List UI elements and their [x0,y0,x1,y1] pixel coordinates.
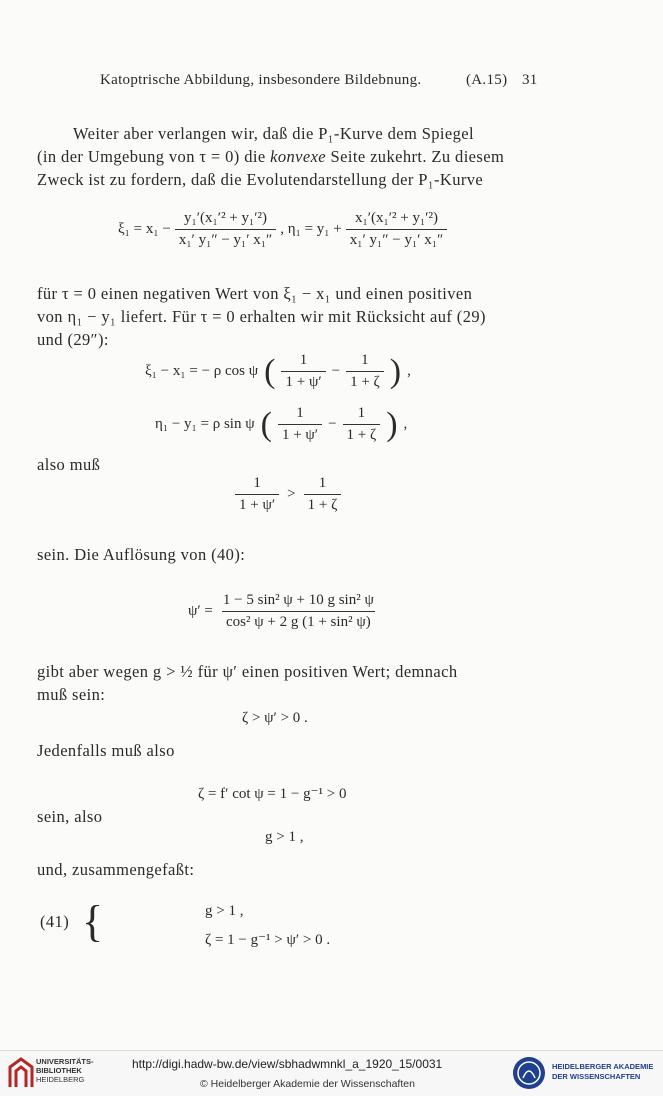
equation-number: (41) [40,912,70,931]
academy-name: HEIDELBERGER AKADEMIE DER WISSENSCHAFTEN [552,1062,654,1081]
equation-inequality: $\frac{1}{1 + \psi'}$ > $\frac{1}{1 + \zeta}$ [235,475,341,514]
equation-eta-diff: η₁ − y₁ = ρ sin ψ ( $\frac{1}{1 + \psi'}$ − $\frac{1}{1 + \zeta}$ ) , [155,405,408,443]
text-line: und (29″): [37,330,109,349]
text-line: und, zusammengefaßt: [37,860,195,879]
equation-psi-prime: ψ′ = $\frac{\text{1 − 5 sin² ψ + 10 g sin² ψ}}{\text{cos² ψ + 2 g (1 + sin² ψ)}}$ [188,592,374,630]
text-line: von η₁ − y₁ liefert. Für τ = 0 erhalten wir mit Rücksicht auf (29) [37,307,486,326]
equation-zeta-cot: ζ = f′ cot ψ = 1 − g⁻¹ > 0 [198,786,347,802]
text-line: für τ = 0 einen negativen Wert von ξ₁ − x₁ und einen positiven [37,284,473,303]
text-line: Jedenfalls muß also [37,741,175,760]
running-title: Katoptrische Abbildung, insbesondere Bildebnung. [100,72,422,88]
equation-41-line2: ζ = 1 − g⁻¹ > ψ′ > 0 . [205,932,331,948]
footer-bar [0,1050,663,1096]
text-line: gibt aber wegen g > ½ für ψ′ einen positiven Wert; demnach [37,662,458,681]
text-line: muß sein: [37,685,106,704]
text-line: sein, also [37,807,103,826]
text-line: Zweck ist zu fordern, daß die Evolutendarstellung der P₁-Kurve [37,170,484,189]
source-url-link[interactable]: http://digi.hadw-bw.de/view/sbhadwmnkl_a_1920_15/0031 [132,1057,443,1071]
text-line: Weiter aber verlangen wir, daß die P₁-Kurve dem Spiegel [73,124,475,143]
copyright-notice: © Heidelberger Akademie der Wissenschaften [200,1078,415,1090]
equation-evolute: ξ₁ = x₁ − $\frac{\text{y₁′(x₁′² + y₁′²)}}{\text{x₁′ y₁″ − y₁′ x₁″}}$ , η₁ = y₁ + $\frac{\text{x₁′(x₁′² + y₁′²)}}{\text{x₁′ y₁″ − y₁′ x₁″}}$ [118,210,447,249]
section-label: (A.15) [466,72,508,88]
equation-41-line1: g > 1 , [205,903,244,919]
brace: { [82,897,104,946]
text-line: also muß [37,455,101,474]
academy-logo-icon [512,1056,546,1095]
equation-zeta: ζ > ψ′ > 0 . [242,710,308,726]
equation-xi-diff: ξ₁ − x₁ = − ρ cos ψ ( $\frac{1}{1 + \psi'}$ − $\frac{1}{1 + \zeta}$ ) , [145,352,411,390]
text-line: sein. Die Auflösung von (40): [37,545,246,564]
library-logo-icon [8,1057,34,1094]
equation-g: g > 1 , [265,829,304,845]
text-line: (in der Umgebung von τ = 0) die konvexe Seite zukehrt. Zu diesem [37,147,505,166]
page-number: 31 [522,72,538,88]
library-name: UNIVERSITÄTS- BIBLIOTHEK HEIDELBERG [36,1057,94,1084]
